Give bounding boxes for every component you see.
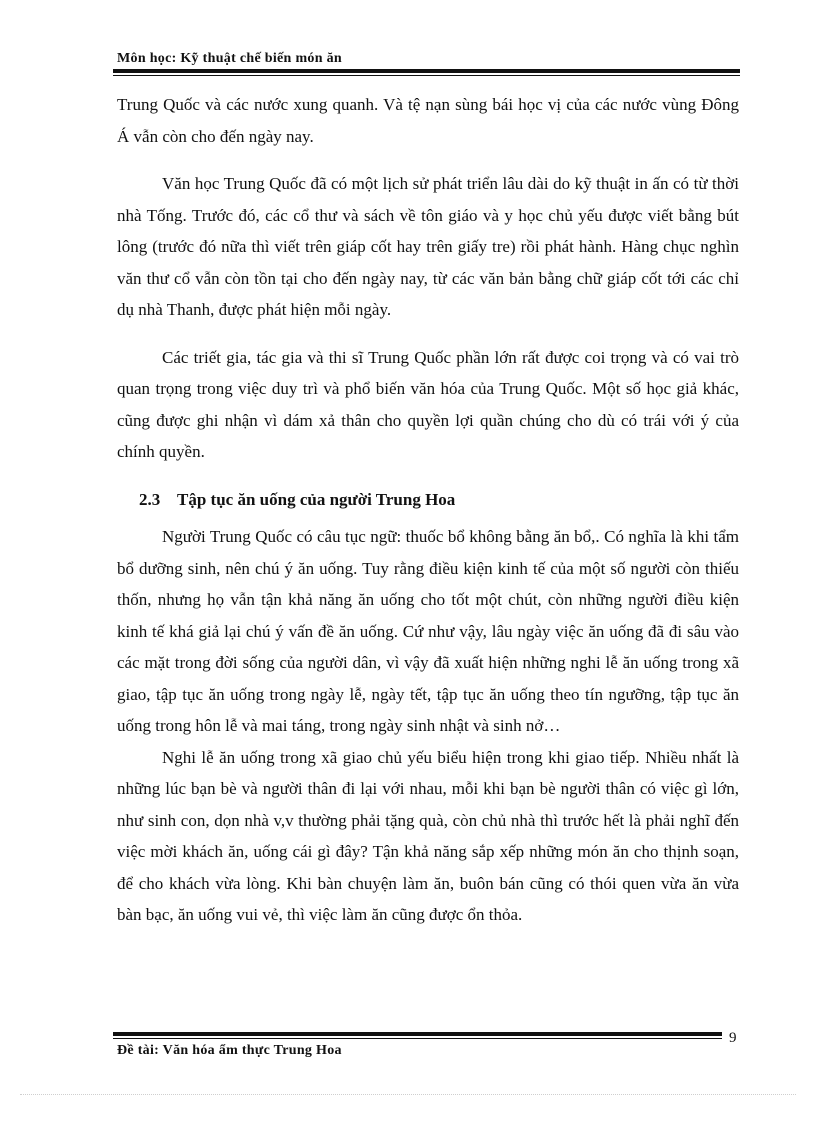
page-body xyxy=(117,89,739,931)
page-bottom-edge xyxy=(20,1094,796,1095)
section-number: 2.3 xyxy=(139,489,161,509)
footer-title: Đề tài: Văn hóa ẩm thực Trung Hoa xyxy=(117,1043,342,1058)
paragraph-4: Người Trung Quốc có câu tục ngữ: thuốc bổ không bằng ăn bổ,. Có nghĩa là khi tẩm bổ dưỡng sinh, nên chú ý ăn uống. Tuy rằng điều kiện kinh tế của một số người còn thiếu thốn, nhưng họ vẫn tận khả năng ăn uống cho tốt một chút, còn những người điều kiện kinh tế khá giả lại chú ý vấn đề ăn uống. Cứ như vậy, lâu ngày việc ăn uống đã đi sâu vào các mặt trong đời sống của người dân, vì vậy đã xuất hiện những nghi lễ ăn uống trong xã giao, tập tục ăn uống trong ngày lễ, ngày tết, tập tục ăn uống theo tín ngưỡng, tập tục ăn uống trong hôn lễ và mai táng, trong ngày sinh nhật và sinh nở… xyxy=(117,527,739,735)
header-title: Môn học: Kỹ thuật chế biến món ăn xyxy=(117,51,342,66)
header-rule-thick xyxy=(113,69,740,73)
footer-rule-thin xyxy=(113,1038,722,1039)
paragraph-2: Văn học Trung Quốc đã có một lịch sử phát triển lâu dài do kỹ thuật in ấn có từ thời nhà Tống. Trước đó, các cổ thư và sách về tôn giáo và y học chủ yếu được viết bằng bút lông (trước đó nữa thì viết trên giáp cốt hay trên giấy tre) rồi phát hành. Hàng chục nghìn văn thư cổ vẫn còn tồn tại cho đến ngày nay, từ các văn bản bằng chữ giáp cốt tới các chỉ dụ nhà Thanh, được phát hiện mỗi ngày. xyxy=(117,174,739,319)
paragraph-1: Trung Quốc và các nước xung quanh. Và tệ nạn sùng bái học vị của các nước vùng Đông Á vẫn còn cho đến ngày nay. xyxy=(117,95,739,146)
paragraph-5: Nghi lễ ăn uống trong xã giao chủ yếu biểu hiện trong khi giao tiếp. Nhiều nhất là những lúc bạn bè và người thân đi lại với nhau, mỗi khi bạn bè người thân có việc gì lớn, như sinh con, dọn nhà v,v thường phải tặng quà, còn chủ nhà thì trước hết là phải nghĩ đến việc mời khách ăn, uống cái gì đây? Tận khả năng sắp xếp những món ăn cho thịnh soạn, để cho khách vừa lòng. Khi bàn chuyện làm ăn, buôn bán cũng có thói quen vừa ăn vừa bàn bạc, ăn uống vui vẻ, thì việc làm ăn cũng được ổn thỏa. xyxy=(117,747,739,924)
section-heading xyxy=(117,484,739,516)
section-title: Tập tục ăn uống của người Trung Hoa xyxy=(177,489,456,509)
header-rule-thin xyxy=(113,75,740,76)
paragraph-3: Các triết gia, tác gia và thi sĩ Trung Quốc phần lớn rất được coi trọng và có vai trò quan trọng trong việc duy trì và phổ biến văn hóa của Trung Quốc. Một số học giả khác, cũng được ghi nhận vì dám xả thân cho quyền lợi quần chúng cho dù có trái với ý của chính quyền. xyxy=(117,347,739,461)
page-number: 9 xyxy=(729,1030,737,1046)
footer-rule-thick xyxy=(113,1032,722,1036)
